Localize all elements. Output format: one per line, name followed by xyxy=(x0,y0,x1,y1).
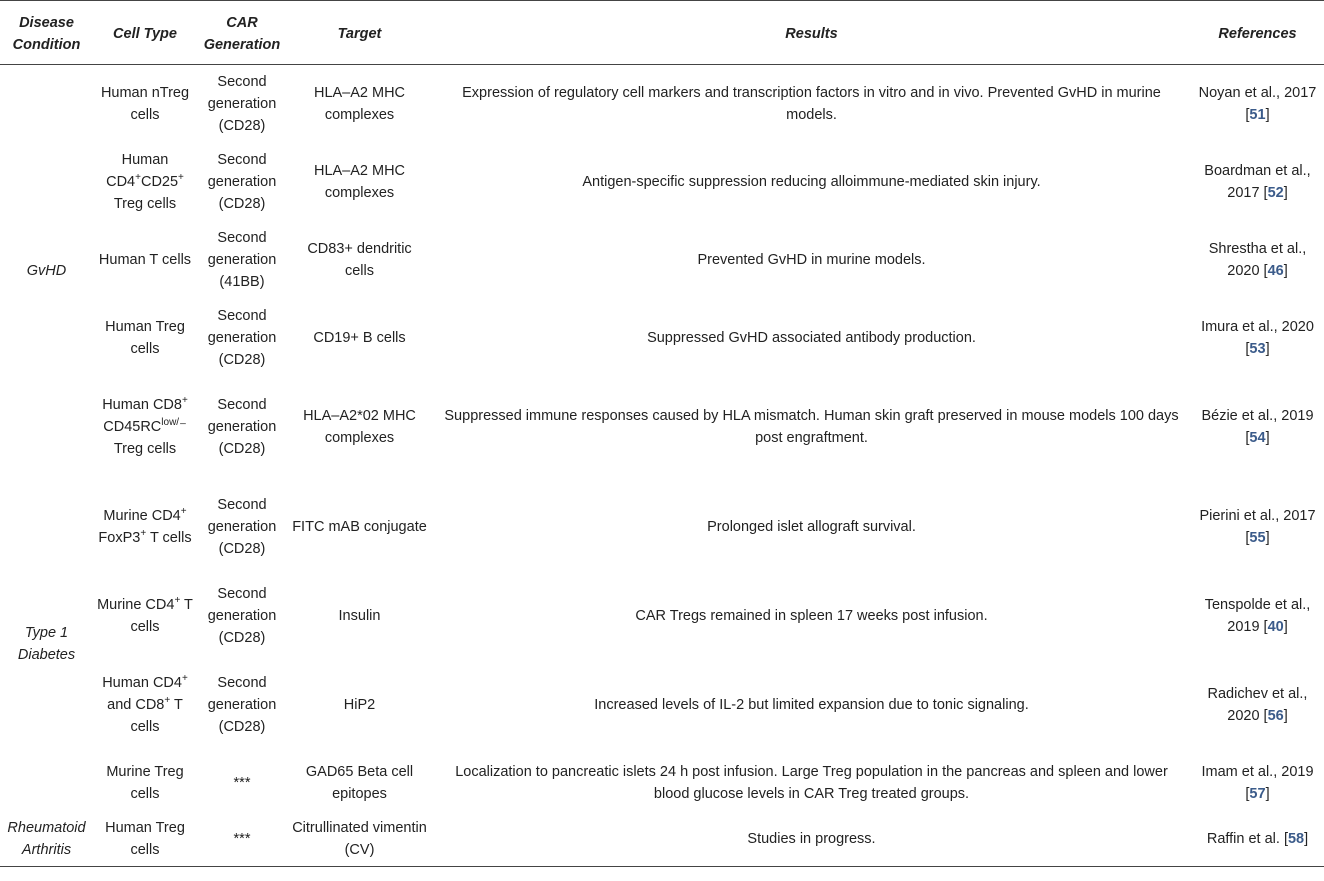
reference-text: Shrestha et al., 2020 [ xyxy=(1208,240,1307,279)
results: Studies in progress. xyxy=(432,811,1191,867)
header-references: References xyxy=(1191,1,1324,65)
table-row xyxy=(0,477,1324,577)
cell-type xyxy=(93,65,197,143)
cell-type xyxy=(93,755,197,811)
reference-text: Bézie et al., 2019 [ xyxy=(1201,407,1314,446)
target: HLA–A2 MHC complexes xyxy=(313,84,406,123)
table-header xyxy=(0,1,1324,65)
reference-text: Tenspolde et al., 2019 [ xyxy=(1204,596,1311,635)
target: Citrullinated vimentin (CV) xyxy=(287,811,432,867)
table-row xyxy=(0,577,1324,655)
cell-type xyxy=(93,221,197,299)
target: CD19+ B cells xyxy=(313,329,406,346)
car-generation: Second generation (CD28) xyxy=(207,73,277,134)
results: Localization to pancreatic islets 24 h post infusion. Large Treg population in the pancreas and spleen and lower blood glucose levels in CAR Treg treated groups. xyxy=(455,763,1168,802)
cell-type-text: Human Treg cells xyxy=(105,318,185,357)
reference-link[interactable]: 54 xyxy=(1249,429,1266,446)
header-cell-type: Cell Type xyxy=(93,1,197,65)
reference-close: ] xyxy=(1265,785,1270,802)
car-generation: Second generation (CD28) xyxy=(207,674,277,735)
reference xyxy=(1191,655,1324,755)
header-target: Target xyxy=(287,1,432,65)
reference-link[interactable]: 40 xyxy=(1267,618,1284,635)
cell-type-text: Human nTreg cells xyxy=(100,84,190,123)
reference-close: ] xyxy=(1265,106,1270,123)
reference xyxy=(1191,299,1324,377)
reference xyxy=(1191,377,1324,477)
table-row xyxy=(0,655,1324,755)
cell-type xyxy=(93,143,197,221)
reference xyxy=(1191,143,1324,221)
car-generation: Second generation (CD28) xyxy=(207,496,277,557)
header-disease: Disease Condition xyxy=(0,1,93,65)
reference-text: Imam et al., 2019 [ xyxy=(1201,763,1314,802)
results: Prolonged islet allograft survival. xyxy=(707,518,916,535)
cell-superscript: + xyxy=(180,505,187,517)
target: HiP2 xyxy=(343,696,376,713)
results: Antigen-specific suppression reducing alloimmune-mediated skin injury. xyxy=(582,173,1041,190)
target: FITC mAB conjugate xyxy=(292,518,427,535)
reference-link[interactable]: 52 xyxy=(1267,184,1284,201)
cell-type-text: and CD8 xyxy=(107,696,165,713)
reference xyxy=(1191,65,1324,143)
cell-type-text: Murine CD4 xyxy=(103,507,181,524)
disease-condition: GvHD xyxy=(26,262,67,279)
target: Insulin xyxy=(338,607,381,624)
cell-type-text: Human Treg cells xyxy=(105,819,185,858)
cell-type-text: Human CD4 xyxy=(106,151,169,190)
reference-link[interactable]: 56 xyxy=(1267,707,1284,724)
results: Increased levels of IL-2 but limited expansion due to tonic signaling. xyxy=(594,696,1029,713)
cell-type-text: CD45RC xyxy=(103,418,162,435)
car-generation: Second generation (CD28) xyxy=(207,307,277,368)
reference-text: Raffin et al. [ xyxy=(1206,830,1288,847)
cell-superscript: + xyxy=(140,527,147,539)
target: HLA–A2*02 MHC complexes xyxy=(303,407,416,446)
target: GAD65 Beta cell epitopes xyxy=(305,763,414,802)
cell-superscript: + xyxy=(178,171,184,183)
reference-text: Boardman et al., 2017 [ xyxy=(1204,162,1311,201)
reference-link[interactable]: 46 xyxy=(1267,262,1284,279)
reference-link[interactable]: 55 xyxy=(1249,529,1266,546)
table-row xyxy=(0,143,1324,221)
cell-type-text: Murine Treg cells xyxy=(106,763,184,802)
cell-type-text: ⁻ Treg cells xyxy=(113,418,187,457)
table-row xyxy=(0,377,1324,477)
results: Expression of regulatory cell markers and transcription factors in vitro and in vivo. Prevented GvHD in murine models. xyxy=(462,84,1161,123)
car-generation: Second generation (CD28) xyxy=(207,585,277,646)
table-row xyxy=(0,221,1324,299)
reference-close: ] xyxy=(1265,340,1270,357)
reference xyxy=(1191,477,1324,577)
cell-type xyxy=(93,299,197,377)
cell-superscript: + xyxy=(135,171,141,183)
reference-link[interactable]: 58 xyxy=(1287,830,1305,847)
reference-text: Noyan et al., 2017 [ xyxy=(1198,84,1317,123)
reference-close: ] xyxy=(1304,830,1309,847)
reference-link[interactable]: 53 xyxy=(1249,340,1266,357)
cell-type-text: Treg cells xyxy=(113,195,177,212)
cell-type xyxy=(93,655,197,755)
reference-text: Imura et al., 2020 [ xyxy=(1201,318,1314,357)
cell-superscript: + xyxy=(181,394,188,406)
target: CD83+ dendritic cells xyxy=(307,240,412,279)
reference xyxy=(1191,755,1324,811)
results: CAR Tregs remained in spleen 17 weeks post infusion. xyxy=(635,607,988,624)
cell-type xyxy=(93,477,197,577)
disease-condition: Rheumatoid Arthritis xyxy=(0,811,93,867)
header-results: Results xyxy=(432,1,1191,65)
car-generation: *** xyxy=(197,811,287,867)
header-car-generation: CAR Generation xyxy=(197,1,287,65)
disease-condition: Type 1 Diabetes xyxy=(17,624,76,663)
car-generation: Second generation (41BB) xyxy=(207,229,277,290)
table-body xyxy=(0,65,1324,867)
cell-type-text: T cells xyxy=(146,529,192,546)
car-generation: *** xyxy=(233,774,251,791)
cell-type-text: Human T cells xyxy=(98,251,192,268)
reference-close: ] xyxy=(1283,618,1288,635)
cell-superscript: + xyxy=(164,694,171,706)
reference-link[interactable]: 51 xyxy=(1249,106,1266,123)
car-generation: Second generation (CD28) xyxy=(207,396,277,457)
table-row xyxy=(0,299,1324,377)
cell-type xyxy=(93,811,197,867)
cell-type-text: T cells xyxy=(130,696,183,735)
reference-close: ] xyxy=(1265,529,1270,546)
reference-close: ] xyxy=(1265,429,1270,446)
table-row xyxy=(0,755,1324,811)
target: HLA–A2 MHC complexes xyxy=(313,162,406,201)
cell-superscript: low/ xyxy=(161,416,180,428)
reference-text: Pierini et al., 2017 [ xyxy=(1199,507,1316,546)
table-row xyxy=(0,65,1324,143)
cell-type-text: FoxP3 xyxy=(98,529,141,546)
cell-superscript: + xyxy=(181,672,188,684)
reference-text: Radichev et al., 2020 [ xyxy=(1207,685,1308,724)
reference xyxy=(1191,577,1324,655)
table-row xyxy=(0,811,1324,867)
reference xyxy=(1191,811,1324,867)
cell-type-text: Human CD8 xyxy=(102,396,182,413)
cell-type-text: CD25 xyxy=(140,173,179,190)
reference-link[interactable]: 57 xyxy=(1249,785,1266,802)
cell-type-text: Human CD4 xyxy=(102,674,182,691)
reference xyxy=(1191,221,1324,299)
car-generation: Second generation (CD28) xyxy=(207,151,277,212)
cell-superscript: + xyxy=(174,594,181,606)
cell-type xyxy=(93,377,197,477)
results: Prevented GvHD in murine models. xyxy=(697,251,926,268)
reference-close: ] xyxy=(1283,262,1288,279)
cell-type xyxy=(93,577,197,655)
cell-type-text: Murine CD4 xyxy=(97,596,175,613)
reference-close: ] xyxy=(1283,184,1288,201)
reference-close: ] xyxy=(1283,707,1288,724)
results: Suppressed immune responses caused by HLA mismatch. Human skin graft preserved in mouse models 100 days post engraftment. xyxy=(444,407,1179,446)
cell-type-text: T cells xyxy=(130,596,193,635)
results: Suppressed GvHD associated antibody production. xyxy=(647,329,976,346)
